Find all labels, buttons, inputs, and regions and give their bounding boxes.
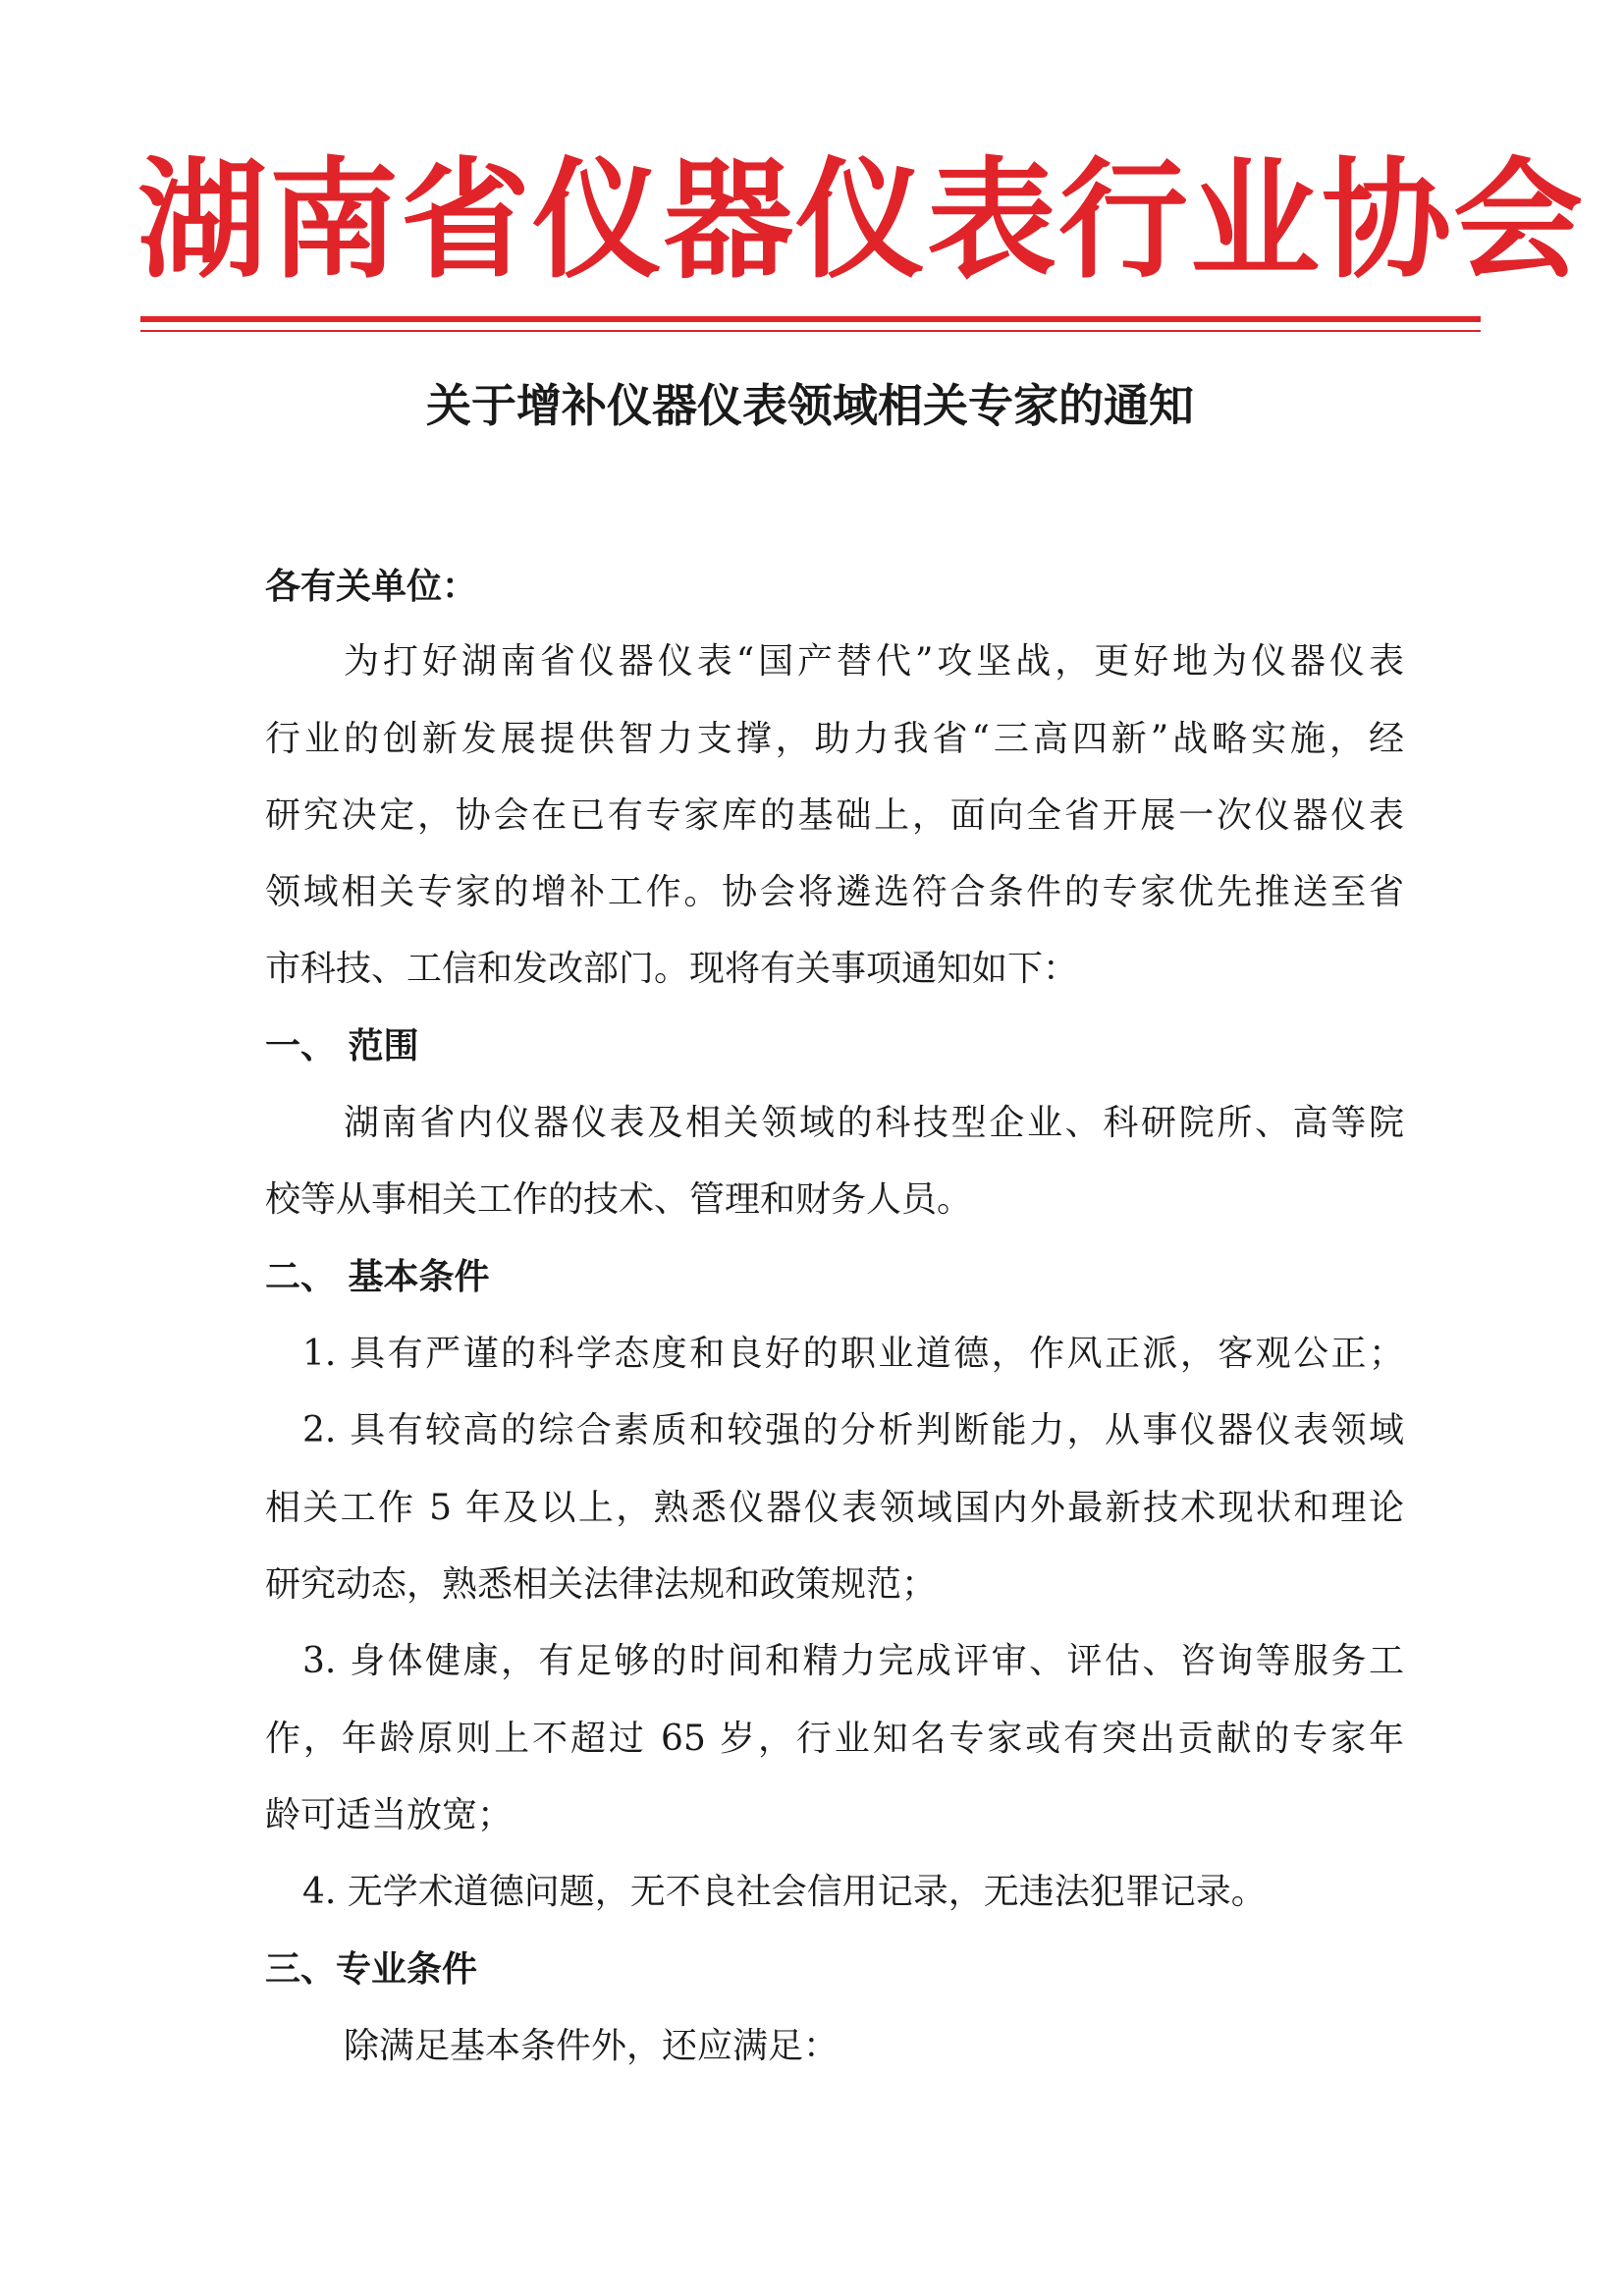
intro-line: 市科技、工信和发改部门。现将有关事项通知如下： [265,949,1079,989]
intro-line: 行业的创新发展提供智力支撑，助力我省“三高四新”战略实施，经 [265,719,1404,759]
scope-line: 校等从事相关工作的技术、管理和财务人员。 [265,1179,973,1220]
section-heading-scope: 一、 范围 [265,1026,419,1066]
intro-line: 研究决定，协会在已有专家库的基础上，面向全省开展一次仪器仪表 [265,795,1404,836]
condition-item-3-cont: 作，年龄原则上不超过 65 岁，行业知名专家或有突出贡献的专家年 [265,1719,1404,1759]
condition-item-2-cont: 研究动态，熟悉相关法律法规和政策规范； [265,1564,938,1605]
section-heading-basic-conditions: 二、 基本条件 [265,1257,490,1297]
condition-item-2: 2. 具有较高的综合素质和较强的分析判断能力，从事仪器仪表领域 [302,1410,1404,1450]
letterhead-org-name: 湖南省仪器仪表行业协会 [137,144,1585,297]
condition-item-4: 4. 无学术道德问题，无不良社会信用记录，无违法犯罪记录。 [302,1872,1267,1912]
condition-item-3: 3. 身体健康，有足够的时间和精力完成评审、评估、咨询等服务工 [302,1641,1404,1681]
intro-line: 领域相关专家的增补工作。协会将遴选符合条件的专家优先推送至省 [265,872,1404,912]
professional-line: 除满足基本条件外，还应满足： [344,2026,839,2066]
scope-line: 湖南省内仪器仪表及相关领域的科技型企业、科研院所、高等院 [344,1103,1404,1143]
intro-line: 为打好湖南省仪器仪表“国产替代”攻坚战，更好地为仪器仪表 [344,641,1404,682]
condition-item-2-cont: 相关工作 5 年及以上，熟悉仪器仪表领域国内外最新技术现状和理论 [265,1488,1404,1528]
letterhead-rule-thin [140,330,1481,332]
document-title: 关于增补仪器仪表领域相关专家的通知 [426,379,1194,432]
condition-item-3-cont: 龄可适当放宽； [265,1795,514,1835]
section-heading-professional-conditions: 三、专业条件 [265,1949,478,1990]
condition-item-1: 1. 具有严谨的科学态度和良好的职业道德，作风正派，客观公正； [302,1334,1404,1374]
salutation: 各有关单位： [265,567,478,607]
letterhead-rule-thick [140,316,1481,322]
